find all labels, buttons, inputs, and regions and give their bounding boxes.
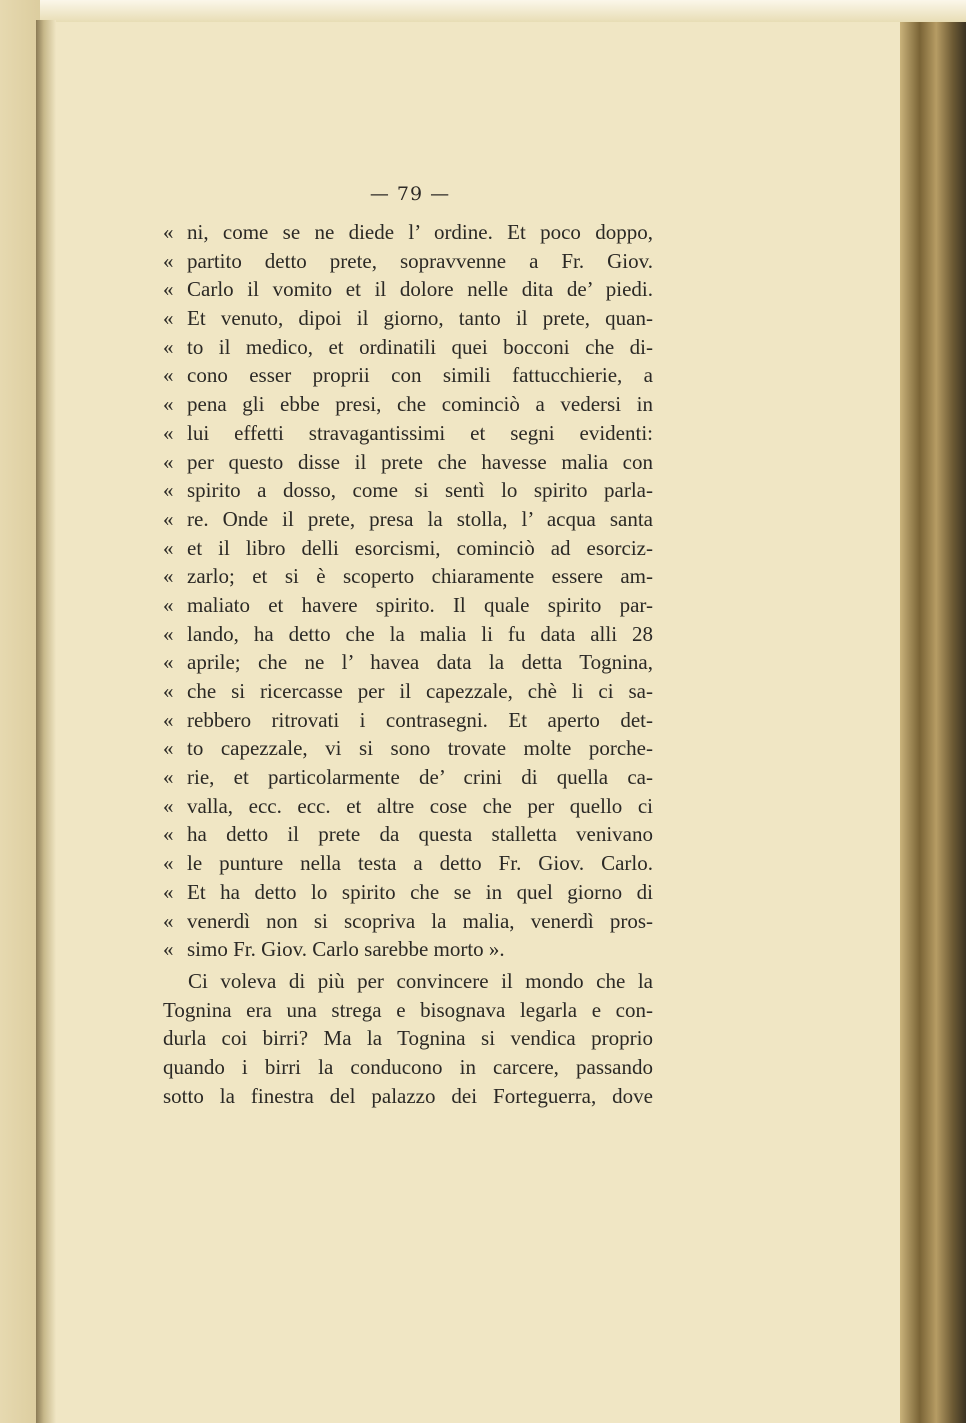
quoted-line	[163, 505, 653, 534]
line-text: quando i birri la conducono in carcere, passando	[163, 1054, 653, 1079]
quoted-line	[163, 419, 653, 448]
quote-mark: «	[163, 621, 174, 646]
quote-mark: «	[163, 908, 174, 933]
book-gutter	[36, 20, 56, 1423]
quote-mark: «	[163, 592, 174, 617]
line-text: pena gli ebbe presi, che cominciò a vedersi in	[187, 392, 653, 417]
line-text: lui effetti stravagantissimi et segni evidenti:	[187, 420, 653, 445]
quoted-line	[163, 333, 653, 362]
line-text: to il medico, et ordinatili quei bocconi che di-	[187, 334, 653, 359]
quoted-line	[163, 620, 653, 649]
line-text: venerdì non si scopriva la malia, venerdì pros-	[187, 908, 653, 933]
quote-mark: «	[163, 478, 174, 503]
quoted-line	[163, 591, 653, 620]
line-text: rie, et particolarmente de’ crini di quella ca-	[187, 765, 653, 790]
quoted-line	[163, 677, 653, 706]
line-text: re. Onde il prete, presa la stolla, l’ acqua santa	[187, 506, 653, 531]
page-top-edge	[0, 0, 966, 22]
quote-mark: «	[163, 392, 174, 417]
line-text: ni, come se ne diede l’ ordine. Et poco doppo,	[187, 220, 653, 244]
line-text: durla coi birri? Ma la Tognina si vendica proprio	[163, 1026, 653, 1051]
quoted-line	[163, 218, 653, 247]
quote-mark: «	[163, 851, 174, 876]
line-text: valla, ecc. ecc. et altre cose che per quello ci	[187, 793, 653, 818]
quoted-line	[163, 562, 653, 591]
line-text: to capezzale, vi si sono trovate molte porche-	[187, 736, 653, 761]
line-text: spirito a dosso, come si sentì lo spirito parla-	[187, 478, 653, 503]
quote-mark: «	[163, 736, 174, 761]
quoted-line	[163, 648, 653, 677]
quote-mark: «	[163, 765, 174, 790]
body-text	[163, 218, 653, 1110]
quoted-line	[163, 792, 653, 821]
line-text: le punture nella testa a detto Fr. Giov. Carlo.	[187, 851, 653, 876]
line-text: sotto la finestra del palazzo dei Forteguerra, dove	[163, 1083, 653, 1108]
line-text: che si ricercasse per il capezzale, chè li ci sa-	[187, 679, 653, 703]
quoted-line	[163, 763, 653, 792]
page-stack-edge	[900, 22, 966, 1423]
line-text: Carlo il vomito et il dolore nelle dita de’ piedi.	[187, 277, 653, 302]
line-text: cono esser proprii con simili fattucchierie, a	[187, 363, 653, 388]
quote-mark: «	[163, 822, 174, 847]
line-text: et il libro delli esorcismi, cominciò ad esorciz-	[187, 535, 653, 560]
quoted-line	[163, 448, 653, 477]
quoted-line	[163, 734, 653, 763]
line-text: rebbero ritrovati i contrasegni. Et aperto det-	[187, 707, 653, 732]
quote-mark: «	[163, 220, 174, 244]
paragraph-line	[163, 967, 653, 996]
quoted-line	[163, 390, 653, 419]
quote-mark: «	[163, 937, 174, 962]
quote-mark: «	[163, 535, 174, 560]
quoted-line	[163, 247, 653, 276]
facing-page-edge	[0, 0, 40, 1423]
line-text: Et venuto, dipoi il giorno, tanto il prete, quan-	[187, 306, 653, 331]
paragraph-line	[163, 996, 653, 1025]
quoted-line	[163, 820, 653, 849]
line-text: Et ha detto lo spirito che se in quel giorno di	[187, 879, 653, 904]
line-text: lando, ha detto che la malia li fu data alli 28	[187, 621, 653, 646]
quoted-line	[163, 849, 653, 878]
line-text: ha detto il prete da questa stalletta venivano	[187, 822, 653, 847]
quote-mark: «	[163, 793, 174, 818]
quote-mark: «	[163, 248, 174, 273]
paragraph-line	[163, 1024, 653, 1053]
line-text: zarlo; et si è scoperto chiaramente essere am-	[187, 564, 653, 589]
line-text: per questo disse il prete che havesse malia con	[187, 449, 653, 474]
page-number: — 79 —	[369, 183, 451, 205]
quoted-line	[163, 706, 653, 735]
line-text: aprile; che ne l’ havea data la detta Tognina,	[187, 650, 653, 675]
quoted-line	[163, 878, 653, 907]
quote-mark: «	[163, 564, 174, 589]
quoted-line	[163, 361, 653, 390]
quote-mark: «	[163, 707, 174, 732]
quote-mark: «	[163, 879, 174, 904]
quoted-line	[163, 534, 653, 563]
paragraph-line	[163, 1082, 653, 1111]
quote-mark: «	[163, 449, 174, 474]
paragraph	[163, 967, 653, 1110]
line-text: Ci voleva di più per convincere il mondo che la	[188, 968, 653, 993]
line-text: simo Fr. Giov. Carlo sarebbe morto ».	[187, 937, 505, 962]
line-text: maliato et havere spirito. Il quale spirito par-	[187, 592, 653, 617]
quoted-line	[163, 304, 653, 333]
quote-mark: «	[163, 306, 174, 331]
quoted-line	[163, 907, 653, 936]
quoted-line	[163, 275, 653, 304]
quote-mark: «	[163, 277, 174, 302]
quote-mark: «	[163, 506, 174, 531]
quoted-line	[163, 476, 653, 505]
quote-mark: «	[163, 363, 174, 388]
line-text: partito detto prete, sopravvenne a Fr. Giov.	[187, 248, 653, 273]
quote-mark: «	[163, 650, 174, 675]
quote-mark: «	[163, 679, 174, 703]
line-text: Tognina era una strega e bisognava legarla e con-	[163, 997, 653, 1022]
quote-mark: «	[163, 420, 174, 445]
paragraph-line	[163, 1053, 653, 1082]
quoted-line	[163, 935, 653, 964]
quote-mark: «	[163, 334, 174, 359]
